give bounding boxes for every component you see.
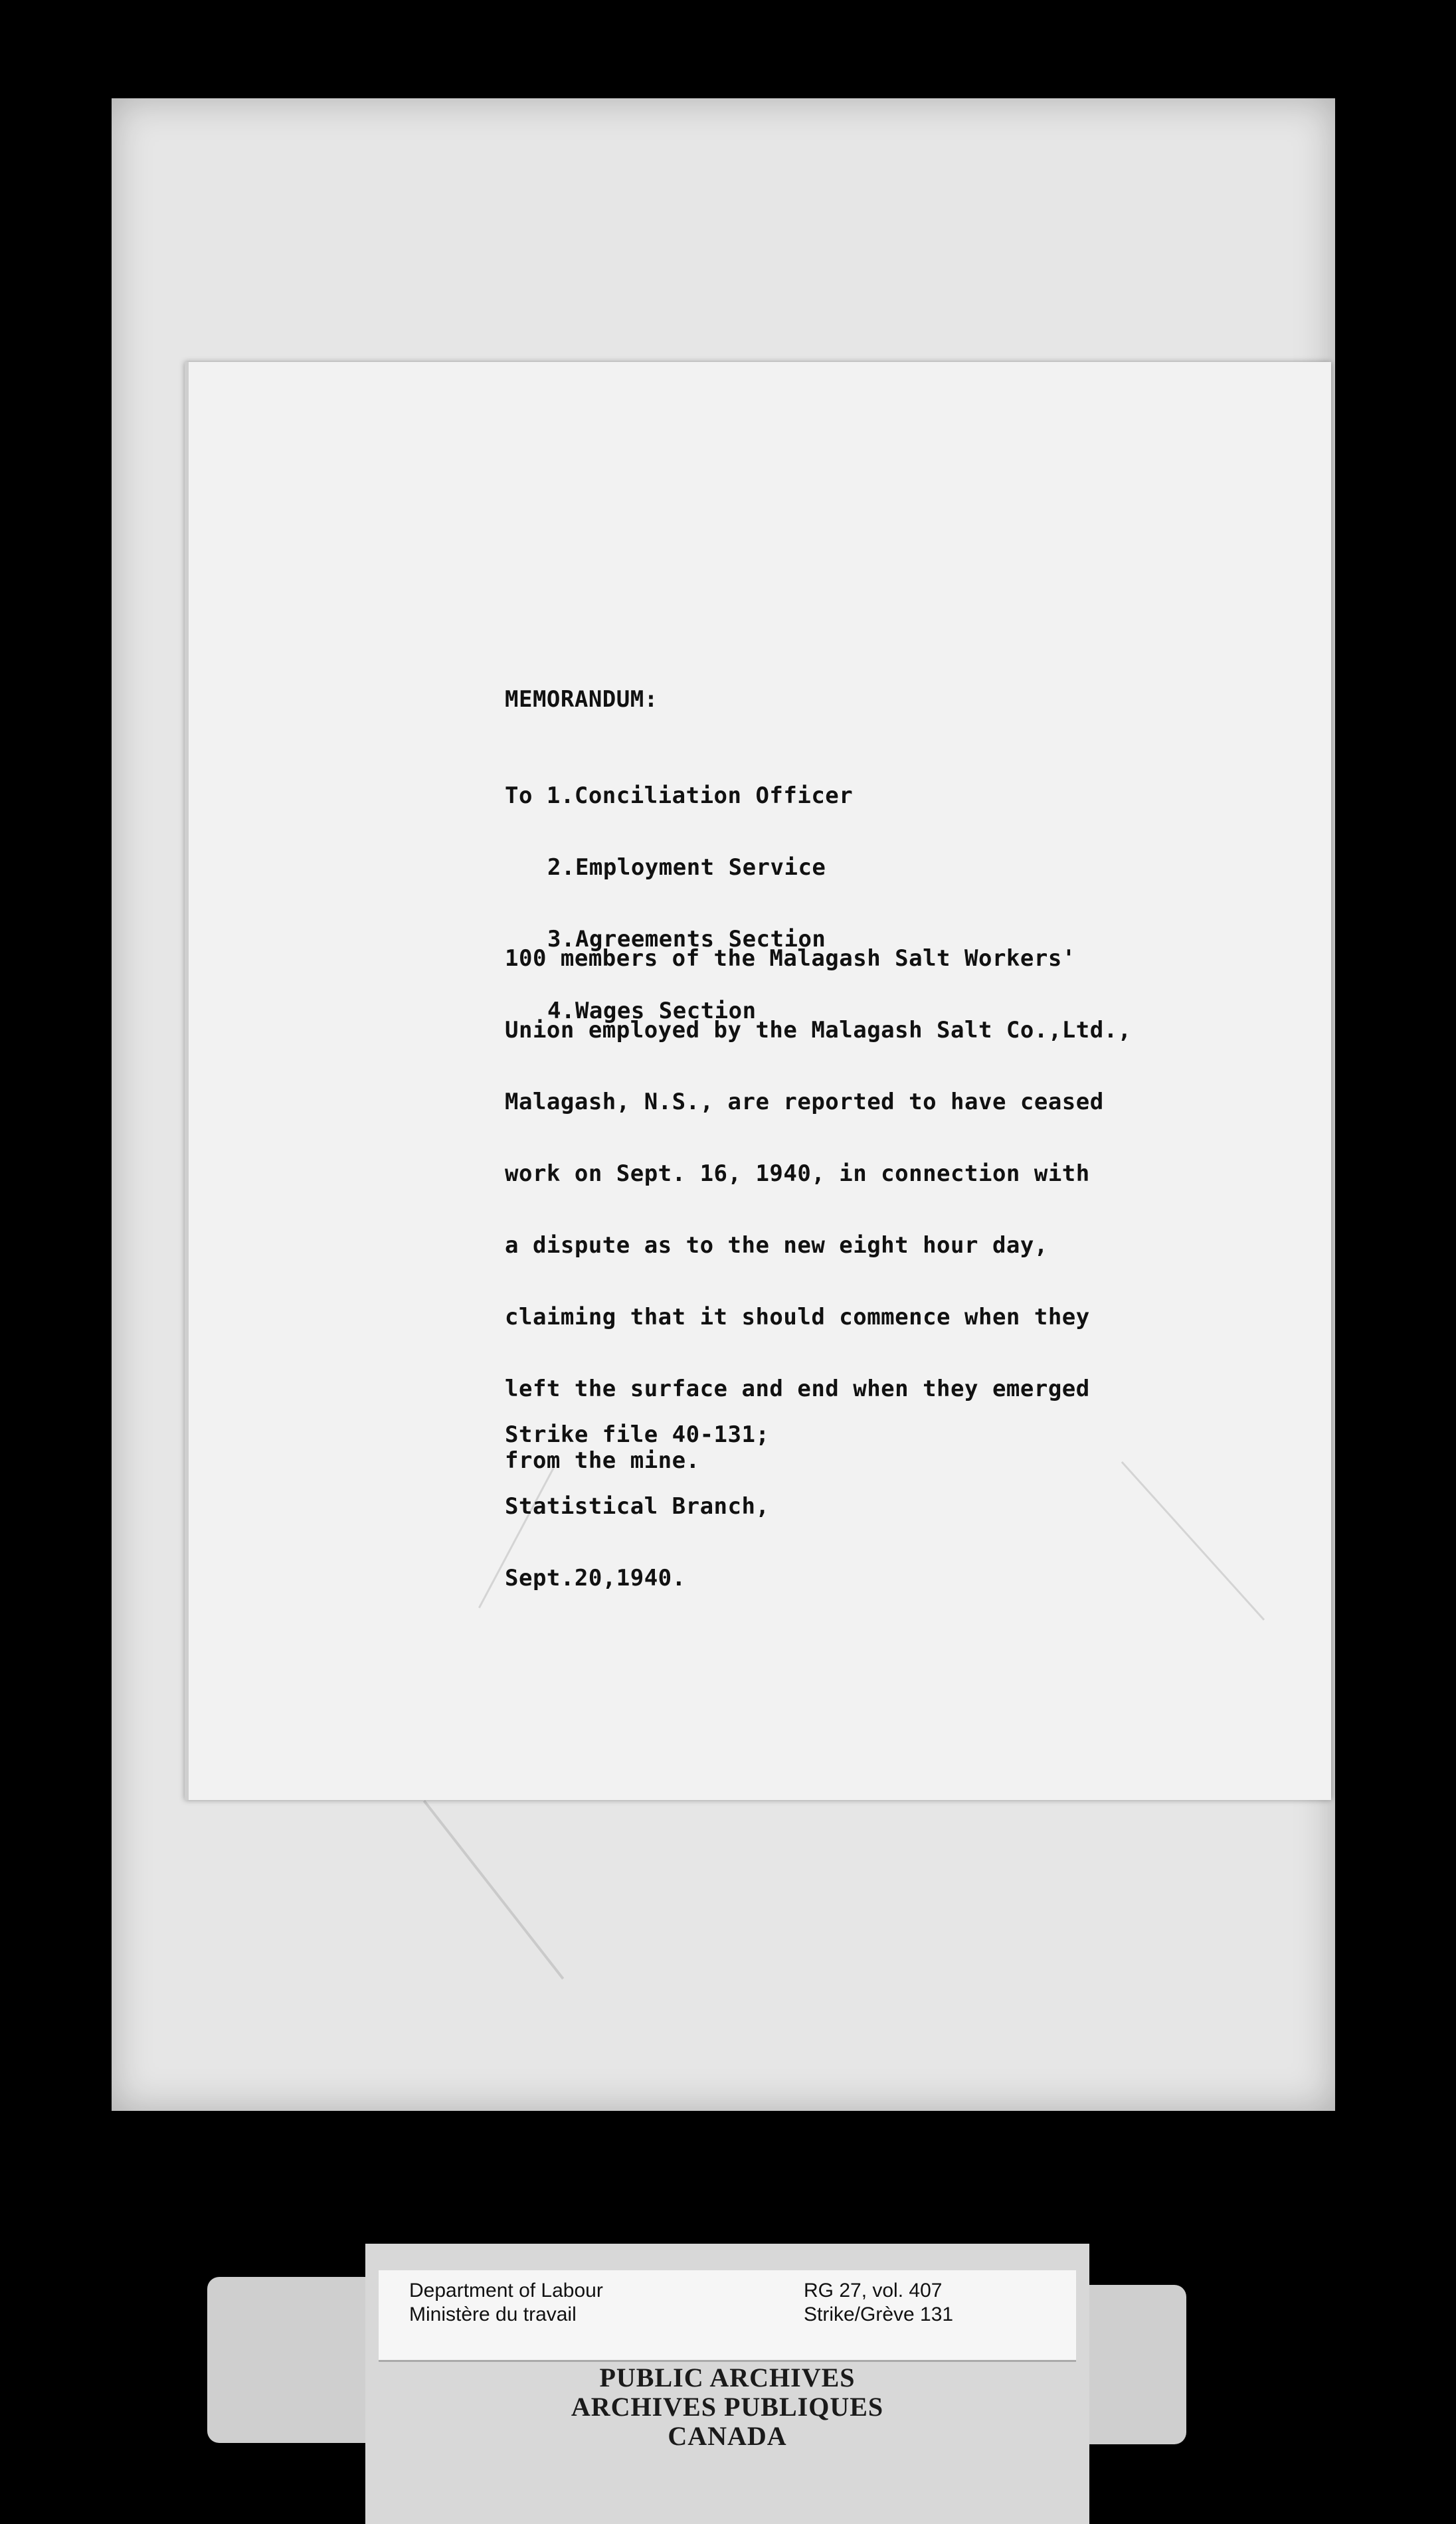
body-line: Union employed by the Malagash Salt Co.,Ltd.,: [505, 1017, 1132, 1043]
department-english: Department of Labour: [409, 2280, 603, 2301]
body-line: a dispute as to the new eight hour day,: [505, 1232, 1048, 1259]
body-line: left the surface and end when they emerged: [505, 1376, 1090, 1402]
footer-line: Statistical Branch,: [505, 1493, 770, 1520]
recipient-line: 3.Agreements Section: [547, 926, 826, 952]
reference-strike: Strike/Grève 131: [804, 2303, 954, 2325]
body-line: from the mine.: [505, 1447, 700, 1474]
label-holder-right: [1081, 2285, 1186, 2444]
footer-line: Sept.20,1940.: [505, 1565, 686, 1591]
body-line: 100 members of the Malagash Salt Workers': [505, 945, 1076, 972]
body-line: Malagash, N.S., are reported to have ceased: [505, 1089, 1104, 1115]
stamp-line: CANADA: [668, 2421, 787, 2451]
recipient-line: To 1.Conciliation Officer: [505, 782, 854, 809]
recipient-line: 4.Wages Section: [547, 998, 757, 1024]
recipient-line: 2.Employment Service: [547, 854, 826, 881]
body-line: work on Sept. 16, 1940, in connection with: [505, 1160, 1090, 1187]
memo-footer: [505, 1375, 769, 1614]
memo-heading: MEMORANDUM:: [505, 686, 658, 713]
stamp-line: ARCHIVES PUBLIQUES: [571, 2392, 884, 2422]
reference-volume: RG 27, vol. 407: [804, 2280, 943, 2301]
stamp-line: PUBLIC ARCHIVES: [599, 2363, 856, 2392]
body-line: claiming that it should commence when they: [505, 1304, 1090, 1330]
department-french: Ministère du travail: [409, 2303, 577, 2325]
archives-stamp: [379, 2363, 1076, 2451]
footer-line: Strike file 40-131;: [505, 1421, 770, 1448]
